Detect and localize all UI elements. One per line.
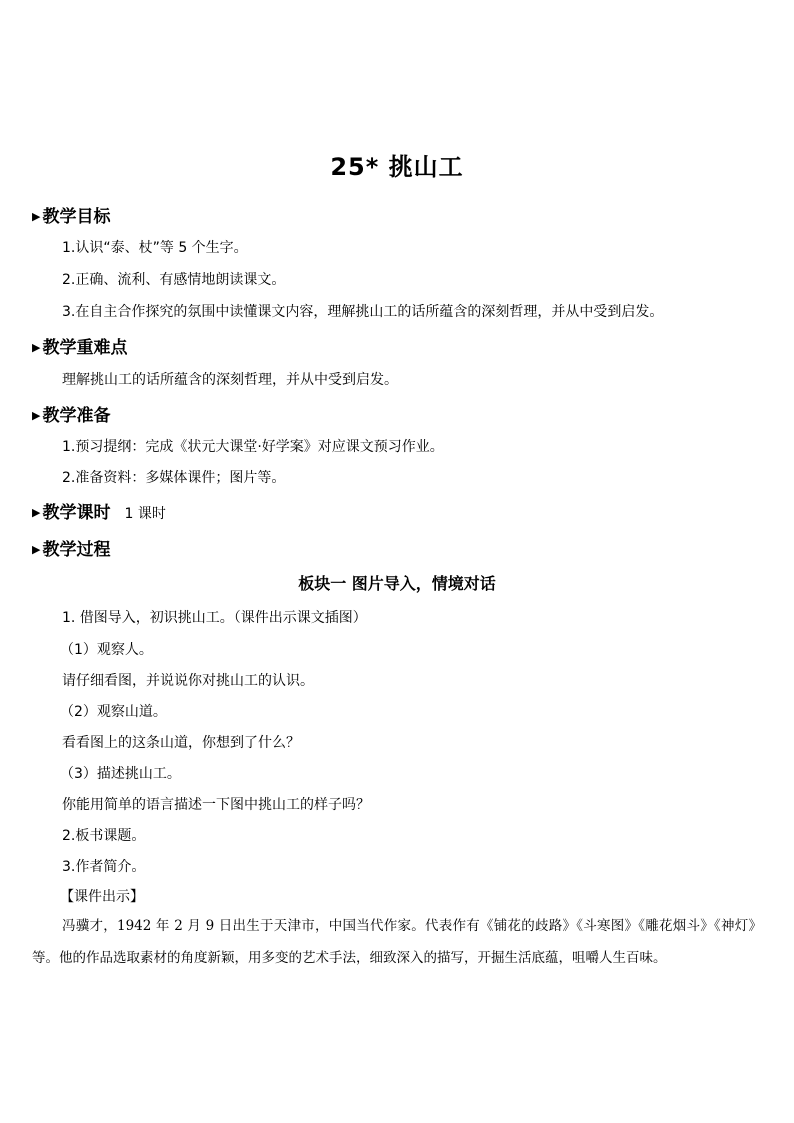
section-heading-label: 教学准备 bbox=[42, 406, 111, 426]
section-heading-label: 教学重难点 bbox=[42, 338, 128, 358]
hours-value: 1 课时 bbox=[124, 506, 166, 522]
section-heading-process bbox=[32, 535, 110, 560]
block-title: 板块一 图片导入，情境对话 bbox=[298, 574, 496, 593]
triangle-marker-icon: ▶ bbox=[32, 506, 41, 519]
step-line: 看看图上的这条山道，你想到了什么？ bbox=[62, 735, 300, 751]
goal-item: 1.认识“泰、杖”等 5 个生字。 bbox=[62, 240, 248, 256]
section-heading-label: 教学过程 bbox=[42, 540, 111, 560]
triangle-marker-icon: ▶ bbox=[32, 341, 41, 354]
goal-item: 3.在自主合作探究的氛围中读懂课文内容，理解挑山工的话所蕴含的深刻哲理，并从中受到启发。 bbox=[62, 304, 664, 320]
author-intro-paragraph: 冯骥才，1942 年 2 月 9 日出生于天津市，中国当代作家。代表作有《铺花的歧路》《斗寒图》《雕花烟斗》《神灯》等。他的作品选取素材的角度新颖，用多变的艺术手法，细致深入的描写，开掘生活底蕴，咀嚼人生百味。 bbox=[32, 918, 762, 966]
step-line: 你能用简单的语言描述一下图中挑山工的样子吗？ bbox=[62, 797, 370, 813]
step-line: 3.作者简介。 bbox=[62, 859, 146, 875]
section-heading-goals bbox=[32, 202, 110, 227]
step-line: 请仔细看图，并说说你对挑山工的认识。 bbox=[62, 673, 314, 689]
step-line: 【课件出示】 bbox=[60, 889, 144, 905]
step-line: 1. 借图导入，初识挑山工。（课件出示课文插图） bbox=[62, 610, 367, 626]
section-heading-preparation bbox=[32, 401, 110, 426]
section-heading-label: 教学课时 bbox=[42, 503, 111, 523]
section-heading-key-points bbox=[32, 333, 127, 358]
step-line: 2.板书课题。 bbox=[62, 828, 146, 844]
step-line: （1）观察人。 bbox=[60, 642, 153, 658]
triangle-marker-icon: ▶ bbox=[32, 543, 41, 556]
prep-item: 1.预习提纲：完成《状元大课堂·好学案》对应课文预习作业。 bbox=[62, 439, 444, 455]
prep-item: 2.准备资料：多媒体课件；图片等。 bbox=[62, 470, 286, 486]
step-line: （3）描述挑山工。 bbox=[60, 766, 181, 782]
step-line: （2）观察山道。 bbox=[60, 704, 167, 720]
section-heading-label: 教学目标 bbox=[42, 207, 111, 227]
section-heading-hours bbox=[32, 498, 166, 523]
triangle-marker-icon: ▶ bbox=[32, 409, 41, 422]
page-title: 25* 挑山工 bbox=[330, 153, 464, 181]
key-point-text: 理解挑山工的话所蕴含的深刻哲理，并从中受到启发。 bbox=[62, 372, 398, 388]
triangle-marker-icon: ▶ bbox=[32, 210, 41, 223]
goal-item: 2.正确、流利、有感情地朗读课文。 bbox=[62, 272, 286, 288]
